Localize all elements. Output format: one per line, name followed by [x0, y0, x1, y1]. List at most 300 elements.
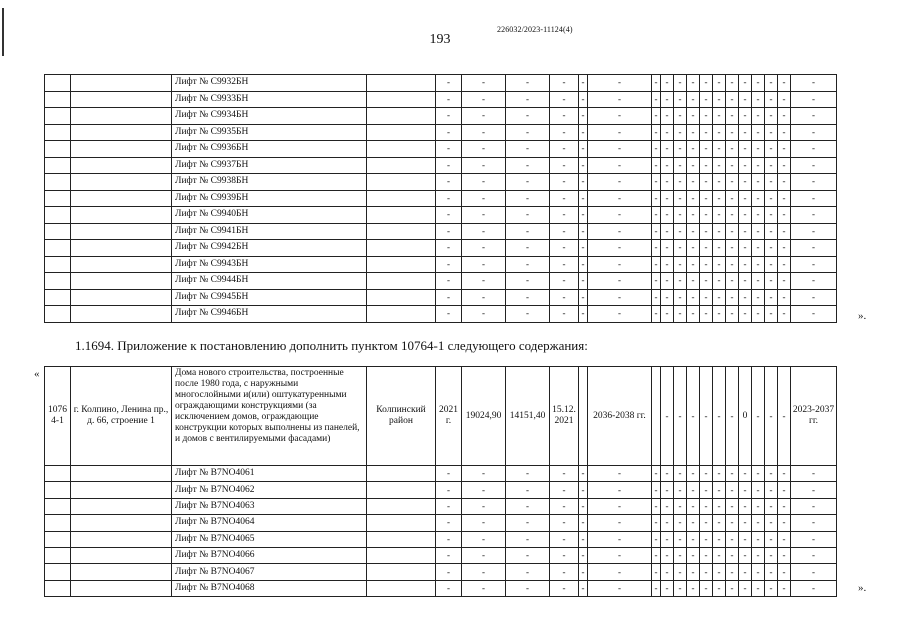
dash-cell: - [791, 515, 837, 531]
dash-cell: - [700, 141, 713, 158]
table-row [45, 564, 837, 580]
dash-cell: - [579, 207, 588, 224]
empty-cell [45, 124, 71, 141]
dash-cell: - [506, 289, 550, 306]
dash-cell: - [687, 157, 700, 174]
dash-cell: - [436, 564, 462, 580]
dash-cell: - [713, 580, 726, 596]
dash-cell: - [752, 466, 765, 482]
dash-cell: - [713, 306, 726, 323]
dash-cell: - [462, 466, 506, 482]
dash-cell: - [588, 580, 652, 596]
dash-cell: - [726, 273, 739, 290]
empty-cell [367, 547, 436, 563]
dash-cell: - [652, 306, 661, 323]
dash-cell: - [687, 564, 700, 580]
district: Колпинский район [367, 367, 436, 466]
dash-cell: - [700, 75, 713, 92]
dash-cell: - [726, 174, 739, 191]
dash-cell: - [752, 174, 765, 191]
table-row [45, 207, 837, 224]
dash-cell: - [752, 547, 765, 563]
dash-cell: - [713, 256, 726, 273]
dash-cell: - [778, 306, 791, 323]
dash-cell: - [579, 108, 588, 125]
dash-cell: - [506, 207, 550, 224]
dash-cell: - [462, 531, 506, 547]
dash-cell: - [752, 75, 765, 92]
empty-cell [71, 108, 172, 125]
dash-cell: - [778, 108, 791, 125]
dash-cell: - [661, 240, 674, 257]
dash-cell: - [588, 174, 652, 191]
dash-cell: - [687, 466, 700, 482]
area-total: 19024,90 [462, 367, 506, 466]
dash-cell: - [778, 547, 791, 563]
dash-cell: - [436, 75, 462, 92]
dash-cell: - [713, 367, 726, 466]
dash-cell: - [726, 141, 739, 158]
empty-cell [367, 190, 436, 207]
dash-cell: - [765, 498, 778, 514]
dash-cell: - [726, 108, 739, 125]
dash-cell: - [436, 306, 462, 323]
dash-cell: - [588, 482, 652, 498]
dash-cell: - [778, 75, 791, 92]
dash-cell: - [506, 306, 550, 323]
dash-cell: - [778, 240, 791, 257]
dash-cell: - [713, 141, 726, 158]
dash-cell: - [739, 256, 752, 273]
dash-cell: - [687, 124, 700, 141]
empty-cell [367, 580, 436, 596]
dash-cell: - [588, 564, 652, 580]
dash-cell: - [550, 256, 579, 273]
dash-cell: - [700, 367, 713, 466]
dash-cell: - [436, 141, 462, 158]
dash-cell: - [550, 466, 579, 482]
dash-cell: - [506, 75, 550, 92]
dash-cell: - [462, 240, 506, 257]
dash-cell: - [778, 91, 791, 108]
table-row [45, 515, 837, 531]
dash-cell: - [700, 157, 713, 174]
dash-cell: - [436, 240, 462, 257]
table-row [45, 157, 837, 174]
dash-cell: - [687, 482, 700, 498]
dash-cell: - [778, 367, 791, 466]
dash-cell: - [778, 289, 791, 306]
dash-cell: - [726, 306, 739, 323]
dash-cell: - [506, 531, 550, 547]
dash-cell: - [687, 190, 700, 207]
dash-cell: - [739, 240, 752, 257]
dash-cell: - [674, 482, 687, 498]
dash-cell: - [687, 306, 700, 323]
empty-cell [71, 482, 172, 498]
dash-cell: - [588, 91, 652, 108]
dash-cell: - [506, 580, 550, 596]
dash-cell: - [791, 240, 837, 257]
dash-cell: - [726, 580, 739, 596]
empty-cell [367, 157, 436, 174]
empty-cell [45, 482, 71, 498]
dash-cell: - [652, 207, 661, 224]
dash-cell: - [765, 190, 778, 207]
dash-cell: - [550, 240, 579, 257]
lift-name: Лифт № С9941БН [172, 223, 367, 240]
dash-cell: - [713, 124, 726, 141]
dash-cell: - [739, 580, 752, 596]
dash-cell: - [791, 256, 837, 273]
empty-cell [367, 91, 436, 108]
empty-cell [45, 273, 71, 290]
dash-cell: - [579, 240, 588, 257]
dash-cell: - [436, 174, 462, 191]
empty-cell [71, 515, 172, 531]
dash-cell: - [713, 547, 726, 563]
dash-cell: - [436, 108, 462, 125]
dash-cell: - [436, 157, 462, 174]
dash-cell: - [726, 75, 739, 92]
empty-cell [367, 174, 436, 191]
dash-cell: - [765, 174, 778, 191]
empty-cell [367, 482, 436, 498]
dash-cell: - [713, 108, 726, 125]
dash-cell: - [700, 240, 713, 257]
dash-cell: - [739, 141, 752, 158]
lift-name: Лифт № В7NO4063 [172, 498, 367, 514]
dash-cell: - [713, 531, 726, 547]
dash-cell: - [661, 91, 674, 108]
dash-cell: - [739, 482, 752, 498]
dash-cell: - [550, 75, 579, 92]
dash-cell: - [462, 157, 506, 174]
dash-cell: - [778, 174, 791, 191]
empty-cell [367, 531, 436, 547]
table-row [45, 498, 837, 514]
dash-cell: - [687, 223, 700, 240]
dash-cell: - [674, 564, 687, 580]
dash-cell: - [765, 141, 778, 158]
item-number: 1076 4-1 [45, 367, 71, 466]
dash-cell: - [652, 91, 661, 108]
dash-cell: - [579, 141, 588, 158]
lift-name: Лифт № В7NO4065 [172, 531, 367, 547]
period-1: 2036-2038 гг. [588, 367, 652, 466]
lift-name: Лифт № С9935БН [172, 124, 367, 141]
zero-cell: 0 [739, 367, 752, 466]
dash-cell: - [765, 91, 778, 108]
dash-cell: - [713, 190, 726, 207]
dash-cell: - [739, 190, 752, 207]
dash-cell: - [687, 256, 700, 273]
table-row [45, 580, 837, 596]
dash-cell: - [462, 207, 506, 224]
dash-cell: - [752, 515, 765, 531]
dash-cell: - [661, 547, 674, 563]
dash-cell: - [462, 108, 506, 125]
dash-cell: - [550, 174, 579, 191]
dash-cell: - [579, 498, 588, 514]
lift-table-continued [44, 74, 837, 323]
dash-cell: - [791, 157, 837, 174]
dash-cell: - [674, 306, 687, 323]
dash-cell: - [579, 75, 588, 92]
dash-cell: - [778, 564, 791, 580]
dash-cell: - [713, 240, 726, 257]
dash-cell: - [462, 174, 506, 191]
dash-cell: - [674, 223, 687, 240]
dash-cell: - [588, 498, 652, 514]
dash-cell: - [713, 289, 726, 306]
dash-cell: - [550, 564, 579, 580]
dash-cell: - [765, 367, 778, 466]
table-row [45, 482, 837, 498]
dash-cell: - [739, 498, 752, 514]
dash-cell: - [778, 580, 791, 596]
dash-cell: - [700, 515, 713, 531]
table-row [45, 273, 837, 290]
opening-quote: « [34, 368, 40, 380]
dash-cell: - [752, 223, 765, 240]
dash-cell: - [752, 190, 765, 207]
empty-cell [71, 240, 172, 257]
lift-name: Лифт № С9939БН [172, 190, 367, 207]
dash-cell: - [506, 547, 550, 563]
dash-cell: - [752, 273, 765, 290]
lift-name: Лифт № С9945БН [172, 289, 367, 306]
dash-cell: - [506, 498, 550, 514]
dash-cell: - [687, 547, 700, 563]
dash-cell: - [713, 498, 726, 514]
dash-cell: - [752, 256, 765, 273]
empty-cell [367, 256, 436, 273]
dash-cell: - [726, 190, 739, 207]
dash-cell: - [588, 240, 652, 257]
dash-cell: - [713, 564, 726, 580]
dash-cell: - [778, 515, 791, 531]
dash-cell: - [588, 75, 652, 92]
dash-cell: - [713, 515, 726, 531]
dash-cell: - [791, 306, 837, 323]
dash-cell: - [674, 207, 687, 224]
empty-cell [71, 207, 172, 224]
dash-cell: - [765, 256, 778, 273]
dash-cell: - [579, 515, 588, 531]
dash-cell: - [550, 547, 579, 563]
dash-cell: - [713, 157, 726, 174]
lift-name: Лифт № С9934БН [172, 108, 367, 125]
lift-name: Лифт № С9944БН [172, 273, 367, 290]
dash-cell: - [674, 240, 687, 257]
dash-cell: - [462, 273, 506, 290]
dash-cell: - [652, 190, 661, 207]
empty-cell [71, 498, 172, 514]
dash-cell: - [726, 91, 739, 108]
dash-cell: - [726, 547, 739, 563]
empty-cell [45, 174, 71, 191]
dash-cell: - [506, 91, 550, 108]
dash-cell: - [687, 367, 700, 466]
dash-cell: - [726, 157, 739, 174]
dash-cell: - [713, 223, 726, 240]
dash-cell: - [462, 223, 506, 240]
dash-cell: - [436, 91, 462, 108]
empty-cell [45, 306, 71, 323]
dash-cell: - [752, 306, 765, 323]
dash-cell: - [778, 207, 791, 224]
dash-cell: - [752, 482, 765, 498]
dash-cell: - [674, 75, 687, 92]
dash-cell: - [550, 580, 579, 596]
dash-cell: - [652, 466, 661, 482]
empty-cell [45, 289, 71, 306]
dash-cell: - [436, 273, 462, 290]
dash-cell: - [726, 240, 739, 257]
dash-cell: - [550, 124, 579, 141]
dash-cell: - [700, 564, 713, 580]
empty-cell [71, 289, 172, 306]
empty-cell [367, 108, 436, 125]
empty-cell [71, 190, 172, 207]
building-description: Дома нового строительства, построенные после 1980 года, с наружными многослойными и(или) оштукатуренными ограждающими конструкциями (за исключением домов, ограждающие конструкции которых выполнены из панелей, и домов с вентилируемыми фасадами) [172, 367, 367, 466]
building-address: г. Колпино, Ленина пр., д. 66, строение 1 [71, 367, 172, 466]
dash-cell: - [462, 289, 506, 306]
dash-cell: - [765, 240, 778, 257]
dash-cell: - [752, 564, 765, 580]
dash-cell: - [550, 108, 579, 125]
dash-cell: - [588, 466, 652, 482]
dash-cell: - [700, 174, 713, 191]
dash-cell: - [726, 564, 739, 580]
empty-cell [45, 141, 71, 158]
dash-cell: - [436, 124, 462, 141]
empty-cell [45, 564, 71, 580]
dash-cell: - [661, 207, 674, 224]
dash-cell: - [674, 91, 687, 108]
dash-cell: - [765, 108, 778, 125]
dash-cell: - [661, 157, 674, 174]
dash-cell: - [778, 124, 791, 141]
dash-cell: - [579, 190, 588, 207]
dash-cell: - [674, 580, 687, 596]
amendment-paragraph: 1.1694. Приложение к постановлению дополнить пунктом 10764-1 следующего содержания: [75, 338, 588, 353]
dash-cell: - [579, 174, 588, 191]
lift-name: Лифт № В7NO4061 [172, 466, 367, 482]
dash-cell: - [765, 306, 778, 323]
lift-name: Лифт № В7NO4064 [172, 515, 367, 531]
dash-cell: - [687, 174, 700, 191]
dash-cell: - [674, 367, 687, 466]
dash-cell: - [550, 273, 579, 290]
dash-cell: - [791, 531, 837, 547]
dash-cell: - [652, 141, 661, 158]
dash-cell: - [588, 223, 652, 240]
dash-cell: - [687, 515, 700, 531]
table-row [45, 108, 837, 125]
dash-cell: - [550, 498, 579, 514]
empty-cell [367, 466, 436, 482]
empty-cell [367, 498, 436, 514]
dash-cell: - [765, 157, 778, 174]
lift-name: Лифт № В7NO4068 [172, 580, 367, 596]
dash-cell: - [652, 564, 661, 580]
dash-cell: - [700, 207, 713, 224]
dash-cell: - [687, 273, 700, 290]
area-living: 14151,40 [506, 367, 550, 466]
empty-cell [367, 75, 436, 92]
dash-cell: - [687, 91, 700, 108]
dash-cell: - [652, 580, 661, 596]
dash-cell: - [661, 108, 674, 125]
empty-cell [45, 157, 71, 174]
dash-cell: - [739, 157, 752, 174]
dash-cell: - [726, 466, 739, 482]
dash-cell: - [674, 273, 687, 290]
dash-cell: - [588, 141, 652, 158]
document-id: 226032/2023-11124(4) [497, 25, 573, 34]
empty-cell [71, 91, 172, 108]
dash-cell: - [791, 498, 837, 514]
dash-cell: - [652, 256, 661, 273]
dash-cell: - [579, 580, 588, 596]
empty-cell [71, 223, 172, 240]
empty-cell [367, 223, 436, 240]
dash-cell: - [700, 91, 713, 108]
dash-cell: - [436, 256, 462, 273]
dash-cell: - [462, 256, 506, 273]
empty-cell [71, 273, 172, 290]
dash-cell: - [791, 466, 837, 482]
dash-cell: - [550, 91, 579, 108]
empty-cell [71, 547, 172, 563]
dash-cell: - [687, 240, 700, 257]
dash-cell: - [791, 124, 837, 141]
dash-cell: - [739, 223, 752, 240]
dash-cell: - [652, 124, 661, 141]
table-row [45, 223, 837, 240]
dash-cell: - [700, 256, 713, 273]
dash-cell: - [739, 289, 752, 306]
dash-cell: - [791, 190, 837, 207]
dash-cell: - [652, 531, 661, 547]
dash-cell: - [506, 141, 550, 158]
empty-cell [71, 531, 172, 547]
dash-cell: - [713, 75, 726, 92]
empty-cell [45, 256, 71, 273]
dash-cell: - [752, 498, 765, 514]
empty-cell [45, 531, 71, 547]
dash-cell: - [674, 141, 687, 158]
dash-cell: - [752, 157, 765, 174]
lift-name: Лифт № С9937БН [172, 157, 367, 174]
dash-cell: - [752, 531, 765, 547]
table-row [45, 174, 837, 191]
dash-cell: - [462, 482, 506, 498]
dash-cell: - [700, 223, 713, 240]
dash-cell: - [752, 108, 765, 125]
dash-cell: - [436, 580, 462, 596]
dash-cell: - [765, 223, 778, 240]
dash-cell: - [752, 207, 765, 224]
dash-cell: - [687, 108, 700, 125]
dash-cell: - [700, 531, 713, 547]
dash-cell: - [506, 482, 550, 498]
dash-cell: - [778, 256, 791, 273]
dash-cell: - [765, 482, 778, 498]
dash-cell: - [462, 515, 506, 531]
